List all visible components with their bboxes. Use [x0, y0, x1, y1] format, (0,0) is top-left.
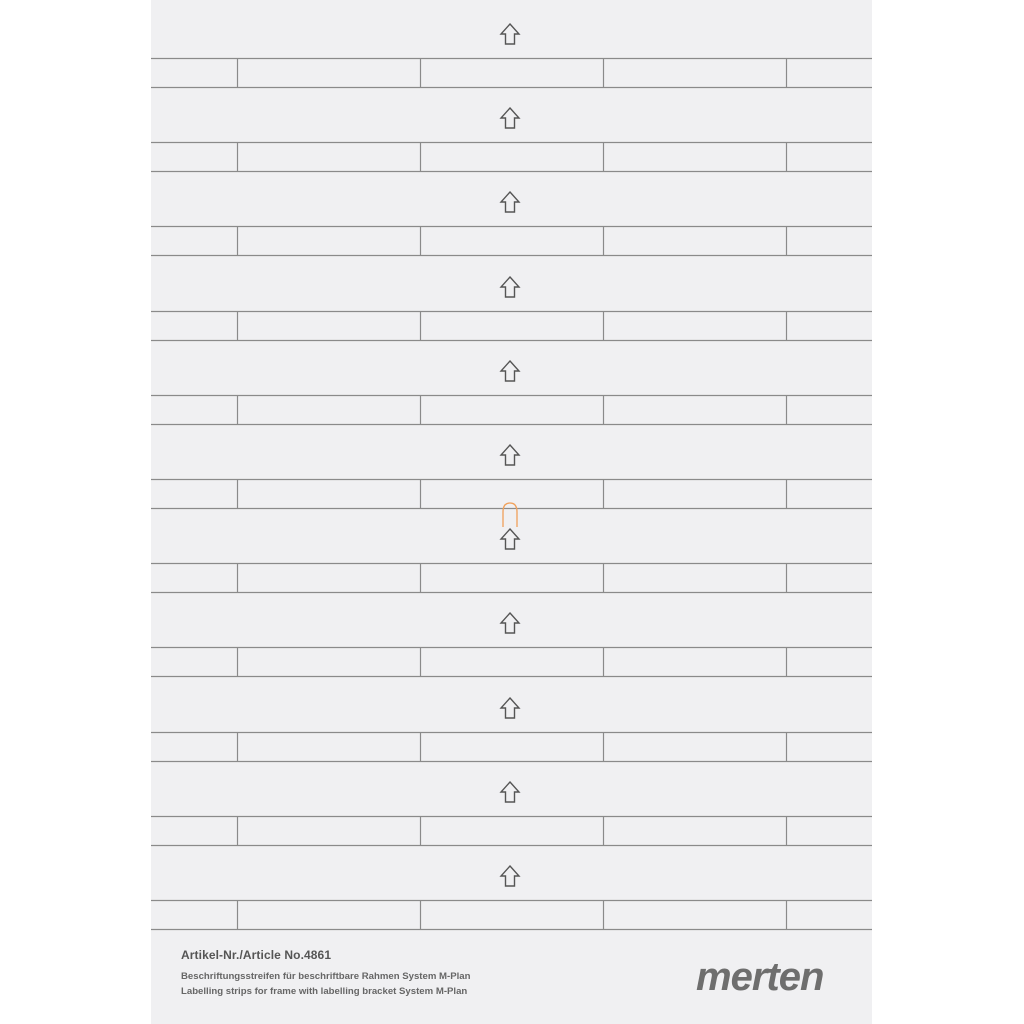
arrow-up-outline-icon: [501, 192, 519, 212]
merten-logo: merten: [696, 955, 824, 999]
article-number: Artikel-Nr./Article No.4861: [181, 948, 332, 962]
label-strips: [151, 0, 872, 940]
arrow-up-outline-icon: [501, 361, 519, 381]
arrow-up-outline-icon: [501, 24, 519, 44]
description-german: Beschriftungsstreifen für beschriftbare Rahmen System M-Plan: [181, 971, 471, 982]
arrow-up-outline-icon: [501, 782, 519, 802]
arrow-up-outline-icon: [501, 698, 519, 718]
arrow-up-outline-icon: [501, 529, 519, 549]
arrow-up-outline-icon: [501, 108, 519, 128]
arrow-up-outline-icon: [501, 866, 519, 886]
description-english: Labelling strips for frame with labelling bracket System M-Plan: [181, 986, 468, 997]
arrow-up-outline-icon: [501, 277, 519, 297]
label-sheet: [151, 0, 872, 1024]
arrow-up-outline-icon: [501, 613, 519, 633]
arrow-up-outline-icon: [501, 445, 519, 465]
orange-hole-mark: [503, 503, 517, 527]
